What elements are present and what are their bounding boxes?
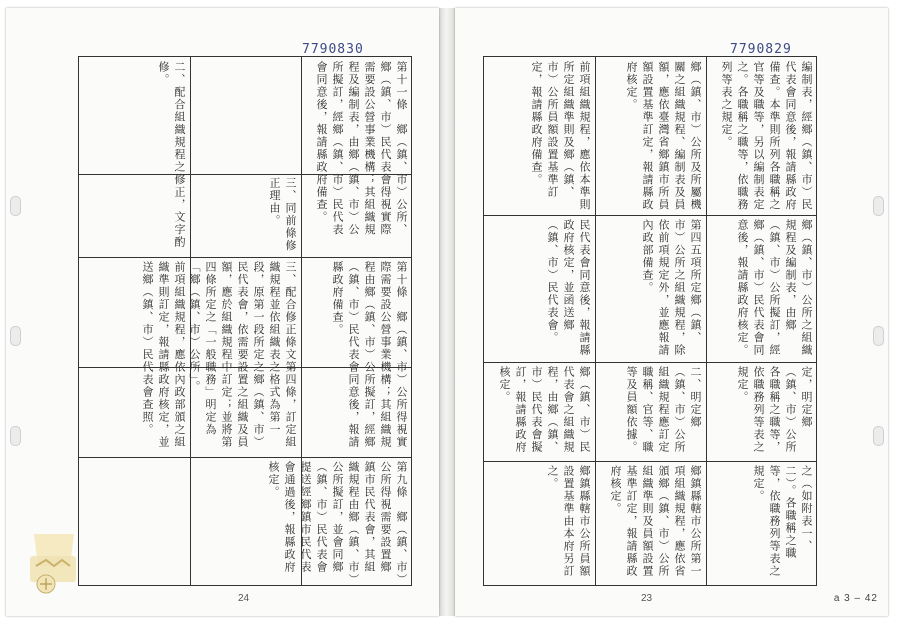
amendment-note [83, 461, 187, 581]
regulation-text: 鄉鎮縣轄市公所員額設置基準由本府另訂之。 [546, 465, 591, 578]
regulation-text: 第四五項所定鄉（鎮、市）公所之組織規程，除依前項規定外，並應報請內政部備查。 [641, 219, 702, 357]
amendment-note: 二、配合組織規程之修正，文字酌修。 [157, 61, 186, 249]
regulation-text: 鄉（鎮、市）民代表會之組織規程，由鄉（鎮、市）民代表會擬訂，報請縣政府核定。 [498, 366, 591, 454]
regulation-text: 鄉（鎮、市）公所之組織規程及編制表，由鄉（鎮、市）公所擬訂，經鄉（鎮、市）民代表會同意後，報請縣政府核定。 [736, 219, 813, 357]
right-serial-number: 7790829 [730, 42, 792, 57]
archive-logo [24, 526, 82, 598]
column-divider [706, 57, 707, 585]
right-page [455, 8, 888, 616]
reason-text: 三、配合修正條文第四條，訂定組織規程並依組織表之格式為第一段，原第一段所定之鄉（鎮、市）民代表會，依需要設置之組織及員額，應於組織規程中訂定；並將第四條所定之「一般職務」明定為「鄉（鎮、市）公所」。 [188, 261, 297, 449]
left-serial-number: 7790830 [302, 42, 364, 57]
book-spine [439, 8, 455, 616]
row-divider [79, 257, 411, 258]
left-page [6, 8, 439, 616]
regulation-text: 二、明定鄉（鎮、市）公所組織規程應訂定職稱、官等、職等及員額依據。 [625, 366, 702, 454]
row-divider [79, 457, 411, 458]
document-reference: a 3 – 42 [833, 593, 878, 604]
reason-text: 三、同前條修正理由。 [268, 177, 297, 252]
binder-hole [10, 326, 21, 346]
regulation-text: 鄉鎮縣轄市公所第一項組織規程，應依省頒鄉（鎮、市）公所組織準則及員額設置基準訂定，報請縣政府核定。 [609, 465, 702, 578]
amendment-note: 前項組織規程，應依內政部頒之組織準則訂定，報請縣政府核定，並送鄉（鎮、市）民代表會查照。 [141, 261, 186, 449]
binder-hole [873, 426, 884, 446]
right-article-table [483, 56, 817, 586]
article-eleven-text: 第十一條 鄉（鎮、市）公所、鄉（鎮、市）民代表會得視實際需要設公營事業機構；其組織規程及編制表，由鄉（鎮、市）公所擬訂，經鄉（鎮、市）民代表會同意後，報請縣政府備查。 [315, 61, 408, 236]
column-divider [595, 57, 596, 585]
row-divider [484, 461, 816, 462]
binder-hole [873, 326, 884, 346]
regulation-text: 編制表，經鄉（鎮、市）民代表會同意後，報請縣政府備查。本準則所列各職稱之官等及職等，另以編制表定之。各職稱之職等，依職務列等表之規定。 [720, 61, 813, 211]
regulation-text: 前項組織規程，應依本準則所定組織準則及鄉（鎮、市）公所員額設置基準訂定，報請縣政府備查。 [530, 61, 591, 211]
regulation-text: 鄉（鎮、市）公所及所屬機關之組織規程、編制表及員額，應依臺灣省鄉鎮市所員額設置基準訂定，報請縣政府核定。 [625, 61, 702, 211]
binder-hole [10, 426, 21, 446]
article-nine-text: 第九條 鄉（鎮、市）公所得視需要設置鄉鎮市民代表會，其組織規程由鄉（鎮、市）公所擬訂，並會同鄉（鎮、市）民代表會提送經鄉鎮市民代表會通過後，報縣政府核定。 [267, 461, 408, 581]
article-ten-text: 第十條 鄉（鎮、市）公所得視實際需要設公營事業機構；其組織規程由鄉（鎮、市）公所擬訂，經鄉（鎮、市）民代表會同意後，報請縣政府備查。 [331, 261, 408, 449]
regulation-text: 定，明定鄉（鎮、市）公所各職稱之職等，依職務列等表之規定。 [736, 366, 813, 454]
regulation-text: 之（如附表一、二）。各職稱之職等，依職務列等表之規定。 [752, 465, 813, 578]
right-page-number: 23 [641, 593, 653, 604]
binder-hole [873, 196, 884, 216]
left-article-table [78, 56, 412, 586]
reason-text [194, 461, 298, 581]
row-divider [484, 215, 816, 216]
row-divider [484, 362, 816, 363]
binder-hole [10, 196, 21, 216]
left-page-number: 24 [238, 593, 250, 604]
regulation-text: 民代表會同意後，報請縣政府核定，並函送鄉（鎮、市）民代表會。 [546, 219, 591, 357]
